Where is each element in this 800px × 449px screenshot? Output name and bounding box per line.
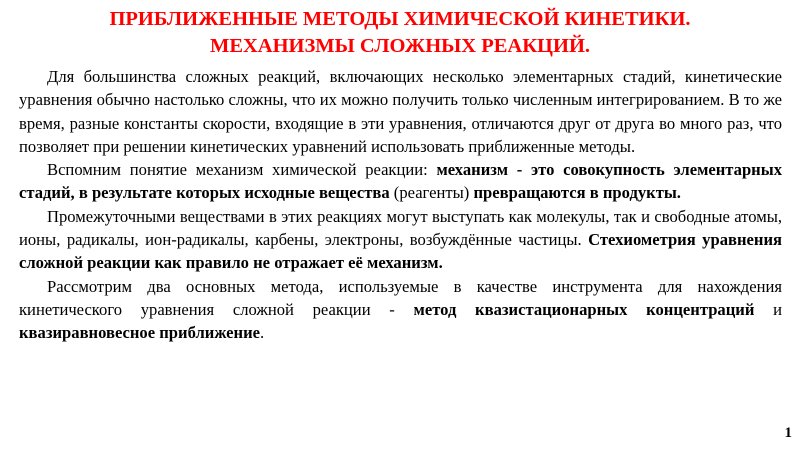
paragraph-2	[19, 158, 782, 205]
title-line-2: МЕХАНИЗМЫ СЛОЖНЫХ РЕАКЦИЙ.	[209, 35, 591, 57]
paragraph-4	[19, 275, 782, 345]
paragraph-3-text: Промежуточными веществами в этих реакциях могут выступать как молекулы, так и свободные атомы, ионы, радикалы, ион-радикалы, карбены, электроны, возбуждённые частицы.	[19, 206, 782, 250]
title-line-1: ПРИБЛИЖЕННЫЕ МЕТОДЫ ХИМИЧЕСКОЙ КИНЕТИКИ.	[109, 8, 691, 30]
paragraph-2-text: Вспомним понятие механизм химической реакции:	[47, 160, 437, 180]
slide-body	[19, 65, 782, 345]
paragraph-3	[19, 205, 782, 275]
paragraph-2-bold: механизм - это совокупность элементарных стадий, в результате которых исходные вещества	[19, 160, 782, 203]
paragraph-3-bold: Стехиометрия уравнения сложной реакции как правило не отражает её механизм.	[19, 230, 782, 273]
paragraph-4-text: Рассмотрим два основных метода, используемые в качестве инструмента для нахождения кинетического уравнения сложной реакции -	[19, 276, 782, 319]
paragraph-4-bold: метод квазистационарных концентраций	[413, 299, 755, 319]
paragraph-1	[19, 65, 782, 158]
paragraph-1-text: Для большинства сложных реакций, включающих несколько элементарных стадий, кинетические уравнения обычно настолько сложны, что их можно получить только численным интегрированием. В то же время, разные константы скорости, входящие в эти уравнения, отличаются друг от друга во много раз, что позволяет при решении кинетических уравнений использовать приближенные методы.	[19, 67, 782, 156]
paragraph-2-middle: (реагенты)	[389, 183, 474, 203]
paragraph-4-middle: и	[754, 299, 782, 319]
slide-title	[20, 6, 780, 60]
paragraph-4-end: .	[260, 323, 265, 343]
page-number: 1	[784, 425, 792, 441]
paragraph-4-bold-2: квазиравновесное приближение	[19, 323, 261, 343]
paragraph-2-bold-2: превращаются в продукты.	[473, 183, 681, 203]
